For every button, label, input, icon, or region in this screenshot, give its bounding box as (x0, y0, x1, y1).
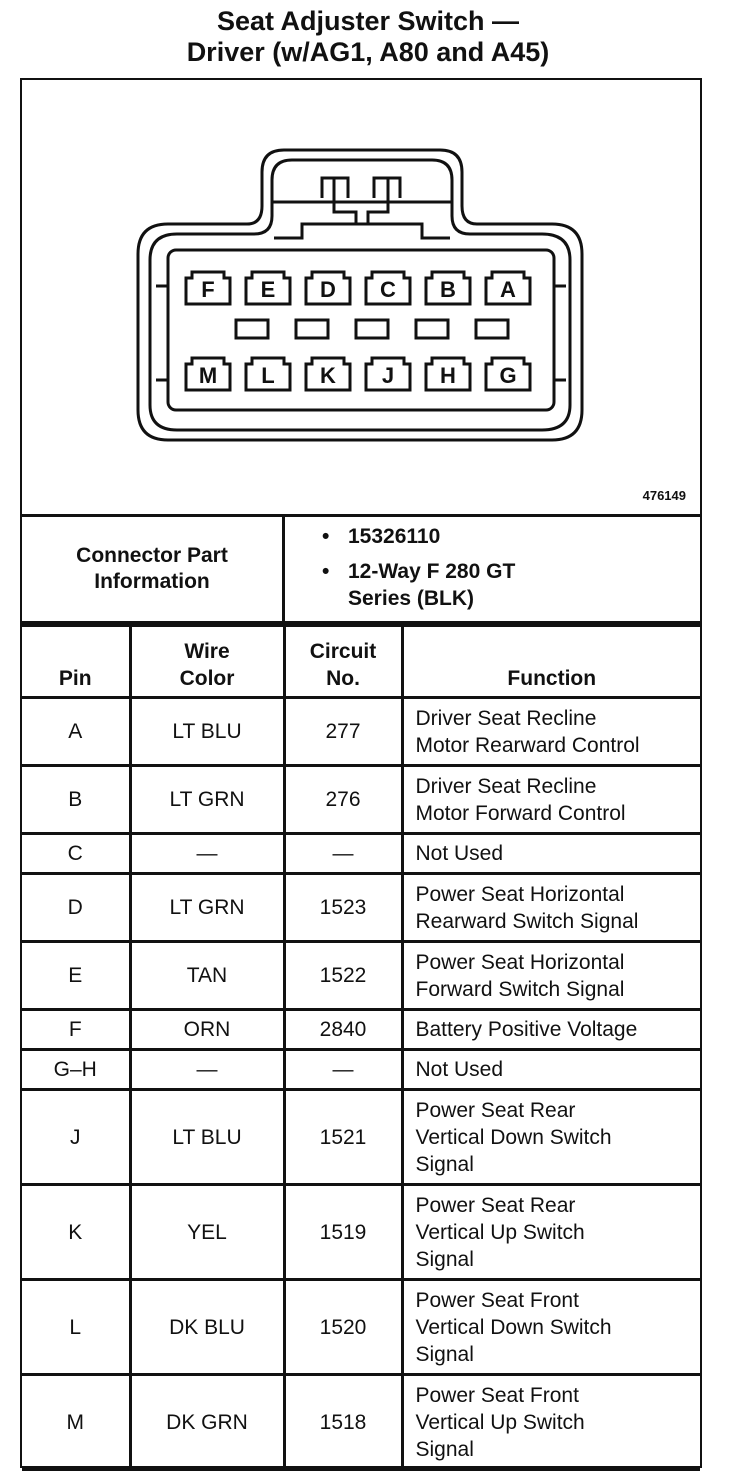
pin-cell: A (22, 698, 130, 766)
function-line: Driver Seat Recline (415, 774, 597, 798)
function-line: Motor Rearward Control (415, 733, 640, 757)
pin-cavity-e (246, 272, 290, 304)
connector-diagram (22, 80, 700, 517)
pin-cavity-g (486, 358, 530, 390)
pin-label: J (381, 363, 395, 388)
pin-cavity-h (426, 358, 470, 390)
connector-part-list (322, 523, 515, 612)
function-line: Power Seat Front (415, 1383, 579, 1407)
connector-part-label-line-2: Information (94, 570, 210, 593)
table-row (22, 874, 700, 942)
pin-label: K (320, 363, 336, 388)
title-line-2: Driver (w/AG1, A80 and A45) (186, 37, 550, 67)
table-row (22, 1185, 700, 1280)
connector-face-drawing (22, 80, 700, 514)
function-line: Driver Seat Recline (415, 706, 597, 730)
bullet-icon: • (322, 525, 330, 548)
circuit-no-cell: 276 (284, 766, 402, 834)
part-number: 15326110 (348, 525, 441, 548)
header-function: Function (402, 626, 700, 698)
table-row (22, 766, 700, 834)
connector-part-label (22, 517, 285, 621)
pin-cell: B (22, 766, 130, 834)
function-cell (402, 1050, 700, 1090)
table-row (22, 942, 700, 1010)
pin-cavity-d (306, 272, 350, 304)
pin-cavity-j (366, 358, 410, 390)
function-line: Power Seat Front (415, 1288, 579, 1312)
function-line: Signal (415, 1342, 474, 1366)
circuit-no-cell: 1518 (284, 1375, 402, 1470)
function-line: Power Seat Rear (415, 1193, 576, 1217)
connector-series-line-1: 12-Way F 280 GT (348, 560, 516, 583)
wire-color-cell: YEL (130, 1185, 284, 1280)
pin-cell: M (22, 1375, 130, 1470)
function-cell (402, 698, 700, 766)
function-line: Rearward Switch Signal (415, 909, 639, 933)
latch-frame (272, 202, 452, 238)
circuit-no-cell: 1519 (284, 1185, 402, 1280)
wire-color-cell: DK BLU (130, 1280, 284, 1375)
pin-label: E (260, 277, 276, 302)
circuit-no-cell: — (284, 834, 402, 874)
header-pin: Pin (22, 626, 130, 698)
wire-color-cell: LT BLU (130, 698, 284, 766)
circuit-no-cell: 1520 (284, 1280, 402, 1375)
function-line: Battery Positive Voltage (415, 1018, 638, 1041)
function-line: Motor Forward Control (415, 801, 626, 825)
function-cell (402, 766, 700, 834)
circuit-no-cell: 1521 (284, 1090, 402, 1185)
function-cell (402, 1185, 700, 1280)
header-wire-color: Wire Color (130, 626, 284, 698)
wire-color-cell: LT BLU (130, 1090, 284, 1185)
pin-label: L (261, 363, 275, 388)
pin-label: C (380, 277, 396, 302)
connector-series-line-2: Series (BLK) (348, 587, 475, 610)
connector-part-label-line-1: Connector Part (76, 544, 228, 567)
circuit-no-cell: — (284, 1050, 402, 1090)
function-cell (402, 834, 700, 874)
table-row (22, 1375, 700, 1470)
wire-color-cell: DK GRN (130, 1375, 284, 1470)
pin-cell: D (22, 874, 130, 942)
function-line: Vertical Up Switch (415, 1220, 585, 1244)
title-line-1: Seat Adjuster Switch — (216, 6, 520, 36)
table-row (22, 1010, 700, 1050)
function-line: Power Seat Rear (415, 1098, 576, 1122)
function-line: Power Seat Horizontal (415, 950, 625, 974)
function-cell (402, 1375, 700, 1470)
table-row (22, 1050, 700, 1090)
pin-cavity-l (246, 358, 290, 390)
pin-cavity-b (426, 272, 470, 304)
circuit-no-cell: 1522 (284, 942, 402, 1010)
pin-cavity-f (186, 272, 230, 304)
connector-series-item (322, 558, 515, 612)
function-line: Not Used (415, 842, 504, 865)
connector-sheet (20, 78, 702, 1468)
connector-part-information (22, 517, 700, 624)
function-line: Power Seat Horizontal (415, 882, 625, 906)
table-row (22, 1090, 700, 1185)
pin-cell: K (22, 1185, 130, 1280)
pin-cell: L (22, 1280, 130, 1375)
circuit-no-cell: 1523 (284, 874, 402, 942)
pin-label: M (198, 363, 218, 388)
function-line: Signal (415, 1437, 474, 1461)
wire-color-cell: TAN (130, 942, 284, 1010)
pin-cavity-m (186, 358, 230, 390)
pinout-table (22, 624, 700, 1471)
pin-label: H (440, 363, 456, 388)
function-cell (402, 874, 700, 942)
function-line: Signal (415, 1152, 474, 1176)
function-line: Vertical Down Switch (415, 1315, 612, 1339)
pin-label: A (500, 277, 516, 302)
pin-cell: G–H (22, 1050, 130, 1090)
pin-cell: E (22, 942, 130, 1010)
page-title (0, 6, 736, 68)
figure-number: 476149 (642, 488, 686, 503)
pin-cell: J (22, 1090, 130, 1185)
wire-color-cell: LT GRN (130, 874, 284, 942)
cavity-field (168, 250, 554, 410)
function-line: Vertical Down Switch (415, 1125, 612, 1149)
wire-color-cell: — (130, 1050, 284, 1090)
part-number-item (322, 523, 515, 550)
pin-cell: C (22, 834, 130, 874)
table-row (22, 834, 700, 874)
keying-slot (236, 320, 268, 338)
function-line: Forward Switch Signal (415, 977, 625, 1001)
header-circuit-no: Circuit No. (284, 626, 402, 698)
pin-cell: F (22, 1010, 130, 1050)
function-cell (402, 1010, 700, 1050)
keying-slot (476, 320, 508, 338)
circuit-no-cell: 2840 (284, 1010, 402, 1050)
pin-label: F (201, 277, 215, 302)
pin-label: G (499, 363, 517, 388)
pin-cavity-k (306, 358, 350, 390)
pin-label: D (320, 277, 336, 302)
bullet-icon: • (322, 560, 330, 583)
keying-slot (416, 320, 448, 338)
keying-slot (296, 320, 328, 338)
circuit-no-cell: 277 (284, 698, 402, 766)
table-row (22, 1280, 700, 1375)
function-line: Signal (415, 1247, 474, 1271)
function-line: Vertical Up Switch (415, 1410, 585, 1434)
wire-color-cell: — (130, 834, 284, 874)
wire-color-cell: ORN (130, 1010, 284, 1050)
function-line: Not Used (415, 1058, 504, 1081)
pin-cavity-a (486, 272, 530, 304)
table-header-row (22, 626, 700, 698)
table-row (22, 698, 700, 766)
function-cell (402, 942, 700, 1010)
wire-color-cell: LT GRN (130, 766, 284, 834)
pin-cavity-c (366, 272, 410, 304)
function-cell (402, 1280, 700, 1375)
keying-slot (356, 320, 388, 338)
function-cell (402, 1090, 700, 1185)
pin-label: B (440, 277, 456, 302)
